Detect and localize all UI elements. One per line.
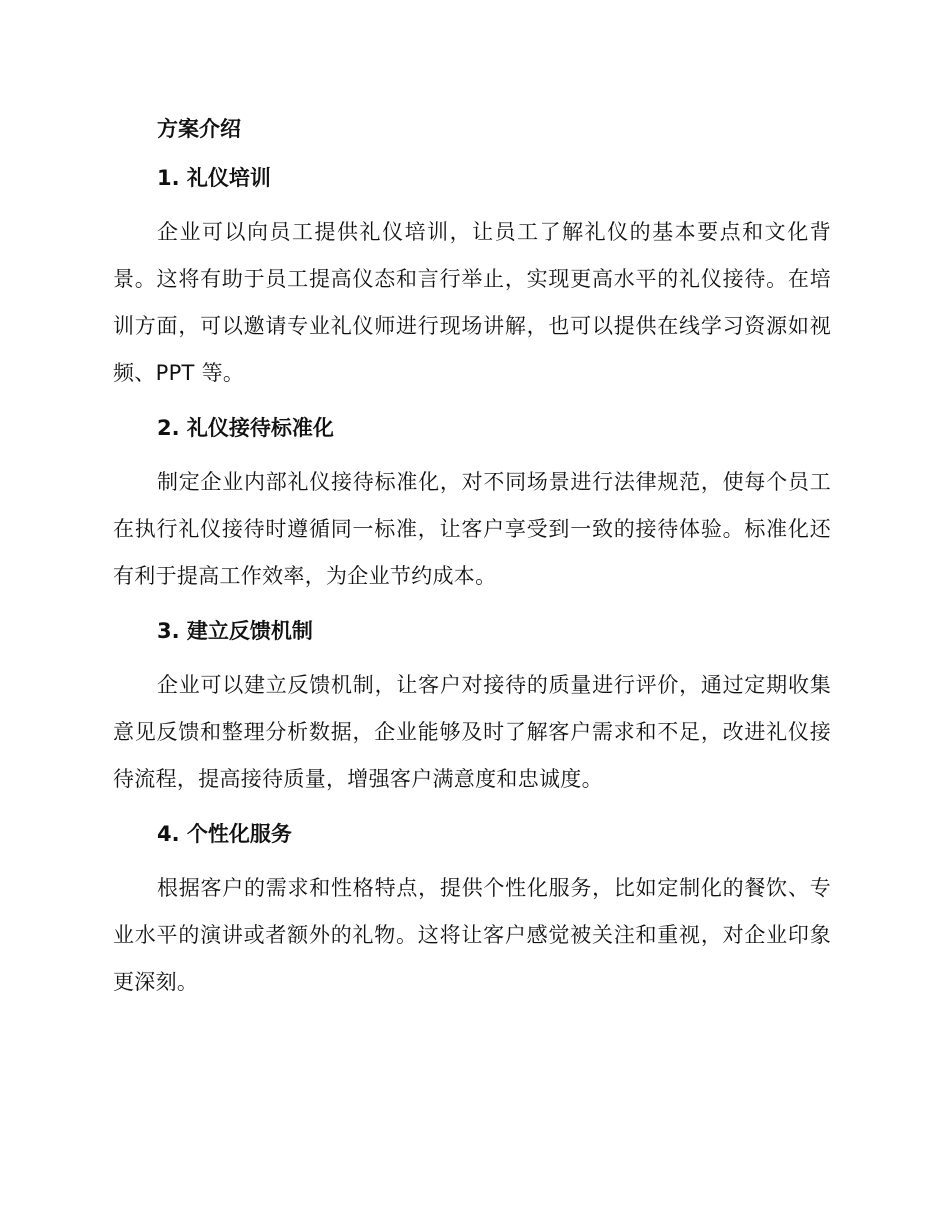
section-2-body: 制定企业内部礼仪接待标准化，对不同场景进行法律规范，使每个员工在执行礼仪接待时遵循同一标准，让客户享受到一致的接待体验。标准化还有利于提高工作效率，为企业节约成本。	[113, 470, 831, 588]
section-4-body: 根据客户的需求和性格特点，提供个性化服务，比如定制化的餐饮、专业水平的演讲或者额外的礼物。这将让客户感觉被关注和重视，对企业印象更深刻。	[113, 876, 831, 994]
section-4-heading: 4. 个性化服务	[157, 822, 292, 846]
section-3-heading: 3. 建立反馈机制	[157, 619, 313, 643]
document-content	[113, 112, 831, 1006]
document-title: 方案介绍	[157, 117, 241, 141]
section-1-heading: 1. 礼仪培训	[157, 166, 271, 190]
section-3-body: 企业可以建立反馈机制，让客户对接待的质量进行评价，通过定期收集意见反馈和整理分析数据，企业能够及时了解客户需求和不足，改进礼仪接待流程，提高接待质量，增强客户满意度和忠诚度。	[113, 673, 831, 791]
section-1-body: 企业可以向员工提供礼仪培训，让员工了解礼仪的基本要点和文化背景。这将有助于员工提高仪态和言行举止，实现更高水平的礼仪接待。在培训方面，可以邀请专业礼仪师进行现场讲解，也可以提供在线学习资源如视频、PPT 等。	[113, 220, 831, 385]
section-2-heading: 2. 礼仪接待标准化	[157, 416, 334, 440]
